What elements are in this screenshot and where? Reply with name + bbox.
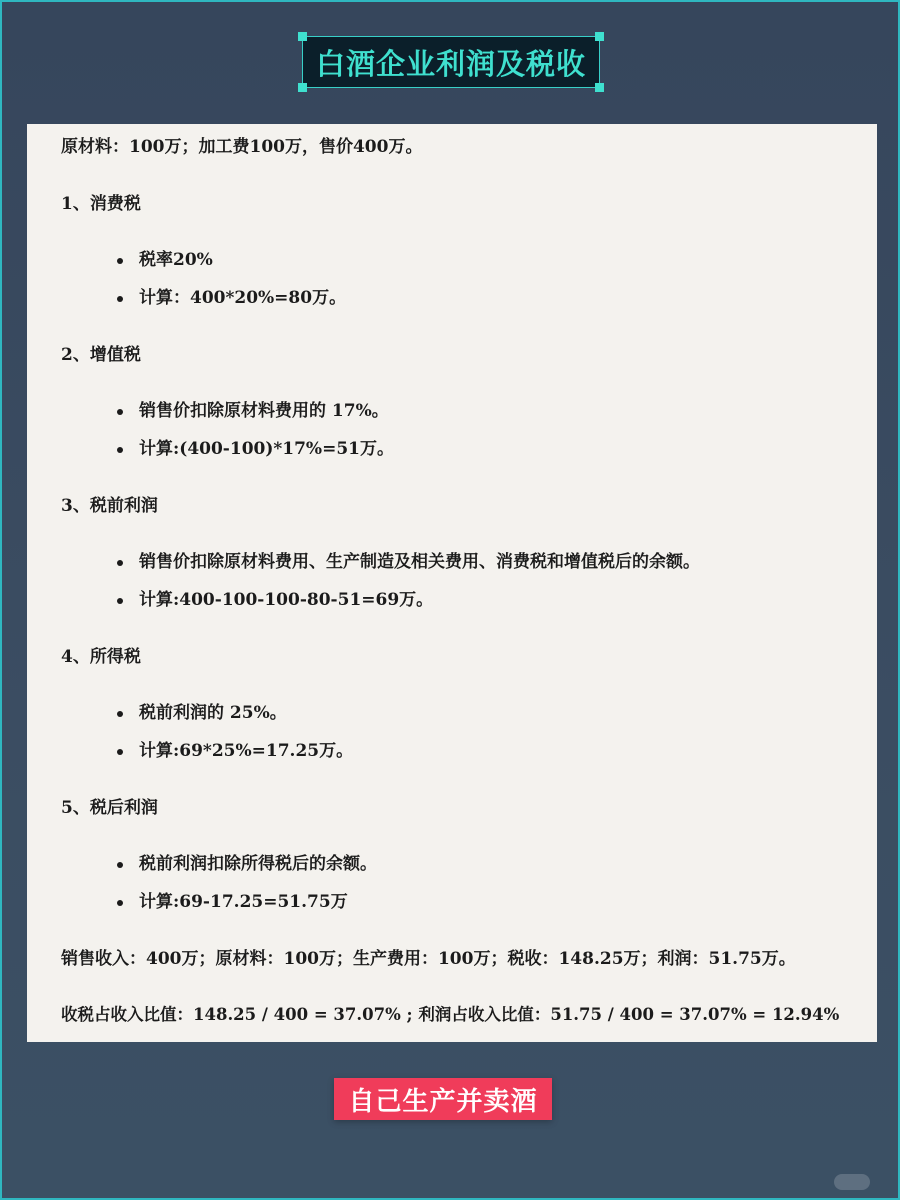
section-heading: 4、所得税 [61, 647, 141, 667]
corner-marker [595, 83, 604, 92]
section-heading: 3、税前利润 [61, 496, 158, 516]
list-item: 销售价扣除原材料费用、生产制造及相关费用、消费税和增值税后的余额。 [139, 549, 857, 576]
bullet-list [61, 398, 857, 463]
list-item: 计算:400-100-100-80-51=69万。 [139, 587, 857, 614]
content-card [27, 124, 877, 1042]
bullet-list [61, 851, 857, 916]
watermark-badge [834, 1174, 870, 1190]
list-item: 计算:69*25%=17.25万。 [139, 738, 857, 765]
title-banner [302, 36, 600, 88]
list-item: 计算:(400-100)*17%=51万。 [139, 436, 857, 463]
intro-text: 原材料：100万；加工费100万，售价400万。 [61, 137, 423, 157]
ratio-text: 收税占收入比值：148.25 / 400 = 37.07% ; 利润占收入比值：51.75 / 400 = 37.07% = 12.94% [61, 1005, 840, 1024]
bullet-list [61, 247, 857, 312]
section-heading: 2、增值税 [61, 345, 141, 365]
page-title: 白酒企业利润及税收 [315, 46, 586, 81]
list-item: 销售价扣除原材料费用的 17%。 [139, 398, 857, 425]
summary-text: 销售收入：400万；原材料：100万；生产费用：100万；税收：148.25万；利润：51.75万。 [61, 949, 796, 969]
list-item: 税前利润的 25%。 [139, 700, 857, 727]
footer-label [334, 1078, 552, 1120]
footer-label-text: 自己生产并卖酒 [348, 1086, 538, 1117]
list-item: 计算:69-17.25=51.75万 [139, 889, 857, 916]
corner-marker [298, 83, 307, 92]
section-heading: 5、税后利润 [61, 798, 158, 818]
corner-marker [298, 32, 307, 41]
list-item: 税率20% [139, 247, 857, 274]
list-item: 计算：400*20%=80万。 [139, 285, 857, 312]
list-item: 税前利润扣除所得税后的余额。 [139, 851, 857, 878]
corner-marker [595, 32, 604, 41]
section-heading: 1、消费税 [61, 194, 141, 214]
bullet-list [61, 549, 857, 614]
bullet-list [61, 700, 857, 765]
